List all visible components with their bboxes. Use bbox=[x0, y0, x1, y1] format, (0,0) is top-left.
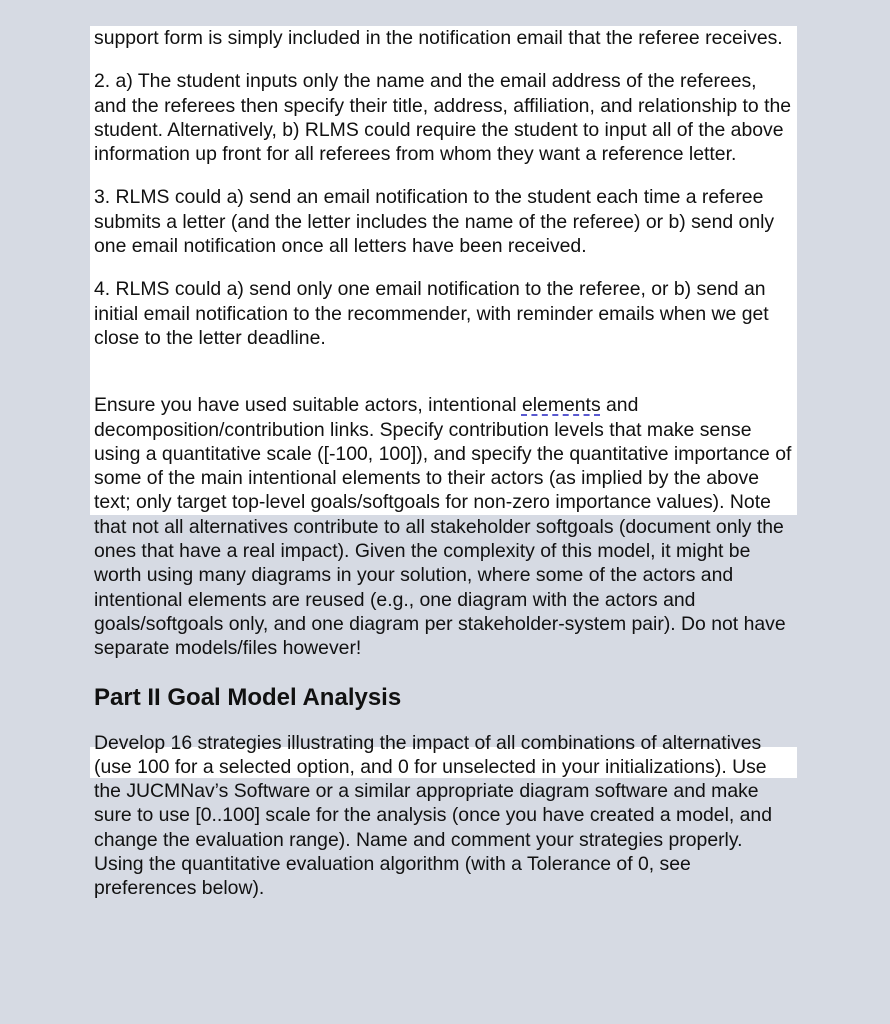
instructions-paragraph bbox=[94, 393, 794, 660]
instructions-text-rest: and decomposition/contribution links. Specify contribution levels that make sense using a quantitative scale ([-100, 100]), and specify the quantitative importance of some of the main intentional elements to their actors (as implied by the above text; only target top-level goals/softgoals for non-zero importance values). Note that not all alternatives contribute to all stakeholder softgoals (document only the ones that have a real impact). Given the complexity of this model, it might be worth using many diagrams in your solution, where some of the actors and intentional elements are reused (e.g., one diagram with the actors and goals/softgoals only, and one diagram per stakeholder-system pair). Do not have separate models/files however! bbox=[94, 394, 792, 660]
section-heading: Part II Goal Model Analysis bbox=[94, 683, 402, 711]
alternative-2-paragraph: 2. a) The student inputs only the name and the email address of the referees, and the referees then specify their title, address, affiliation, and relationship to the student. Alternatively, b) RLMS could require the student to input all of the above information up front for all referees from whom they want a reference letter. bbox=[94, 70, 792, 166]
document-body bbox=[94, 26, 794, 901]
strategies-paragraph: Develop 16 strategies illustrating the impact of all combinations of alternatives (use 100 for a selected option, and 0 for unselected in your initializations). Use the JUCMNav’s Software or a similar appropriate diagram software and make sure to use [0..100] scale for the analysis (once you have created a model, and change the evaluation range). Name and comment your strategies properly. Using the quantitative evaluation algorithm (with a Tolerance of 0, see preferences below). bbox=[94, 731, 773, 900]
alternative-4-paragraph: 4. RLMS could a) send only one email notification to the referee, or b) send an initial email notification to the recommender, with reminder emails when we get close to the letter deadline. bbox=[94, 278, 769, 349]
alternative-3-paragraph: 3. RLMS could a) send an email notification to the student each time a referee submits a letter (and the letter includes the name of the referee) or b) send only one email notification once all letters have been received. bbox=[94, 186, 775, 258]
instructions-text-start: Ensure you have used suitable actors, intentional bbox=[94, 394, 522, 417]
intro-paragraph: support form is simply included in the notification email that the referee receives. bbox=[94, 27, 783, 49]
spellcheck-flagged-word: elements bbox=[521, 394, 601, 417]
